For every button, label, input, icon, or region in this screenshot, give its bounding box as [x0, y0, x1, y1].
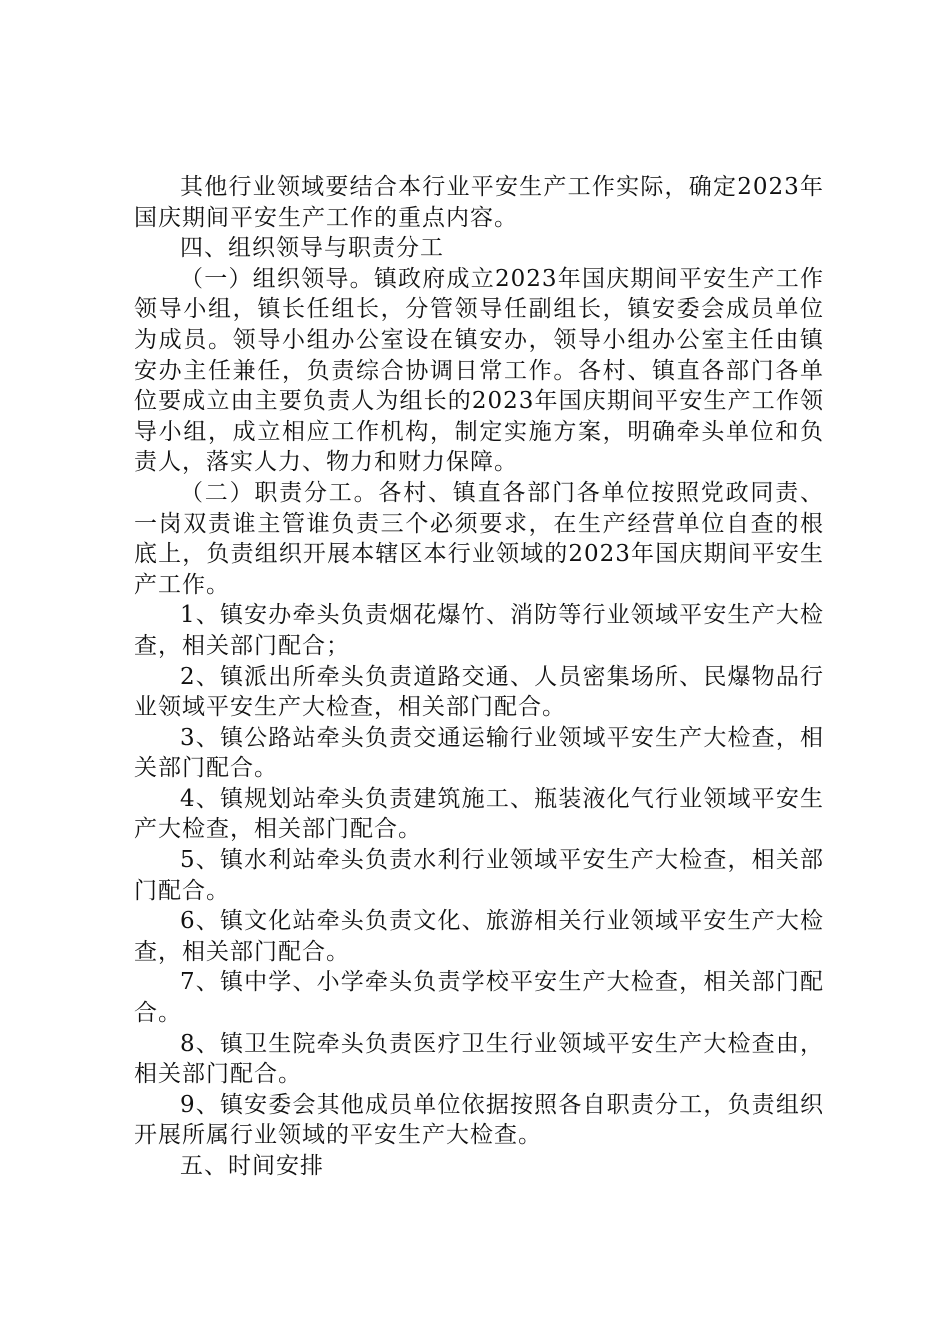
- list-item-1: 1、镇安办牵头负责烟花爆竹、消防等行业领域平安生产大检查，相关部门配合；: [134, 602, 824, 659]
- list-item-6: 6、镇文化站牵头负责文化、旅游相关行业领域平安生产大检查，相关部门配合。: [134, 908, 824, 965]
- list-item-7: 7、镇中学、小学牵头负责学校平安生产大检查，相关部门配合。: [134, 969, 824, 1027]
- paragraph-organization-leadership: （一）组织领导。镇政府成立2023年国庆期间平安生产工作领导小组，镇长任组长，分管领导任副组长，镇安委会成员单位为成员。领导小组办公室设在镇安办，领导小组办公室主任由镇安办主任兼任，负责综合协调日常工作。各村、镇直各部门各单位要成立由主要负责人为组长的2023年国庆期间平安生产工作领导小组，成立相应工作机构，制定实施方案，明确牵头单位和负责人，落实人力、物力和财力保障。: [134, 265, 824, 476]
- list-item-8: 8、镇卫生院牵头负责医疗卫生行业领域平安生产大检查由，相关部门配合。: [134, 1030, 824, 1088]
- list-item-4: 4、镇规划站牵头负责建筑施工、瓶装液化气行业领域平安生产大检查，相关部门配合。: [134, 785, 824, 843]
- paragraph-responsibility-division: （二）职责分工。各村、镇直各部门各单位按照党政同责、一岗双责谁主管谁负责三个必须要求，在生产经营单位自查的根底上，负责组织开展本辖区本行业领域的2023年国庆期间平安生产工作。: [134, 479, 824, 598]
- list-item-9: 9、镇安委会其他成员单位依据按照各自职责分工，负责组织开展所属行业领域的平安生产大检查。: [134, 1091, 824, 1149]
- list-item-3: 3、镇公路站牵头负责交通运输行业领域平安生产大检查，相关部门配合。: [134, 724, 824, 782]
- section-heading-schedule: 五、时间安排: [180, 1153, 324, 1179]
- section-heading-organization: 四、组织领导与职责分工: [180, 235, 444, 262]
- paragraph-key-content: 其他行业领域要结合本行业平安生产工作实际，确定2023年国庆期间平安生产工作的重点内容。: [134, 174, 824, 231]
- list-item-2: 2、镇派出所牵头负责道路交通、人员密集场所、民爆物品行业领域平安生产大检查，相关部门配合。: [134, 663, 824, 721]
- document-body: [134, 172, 824, 1182]
- list-item-5: 5、镇水利站牵头负责水利行业领域平安生产大检查，相关部门配合。: [134, 847, 824, 904]
